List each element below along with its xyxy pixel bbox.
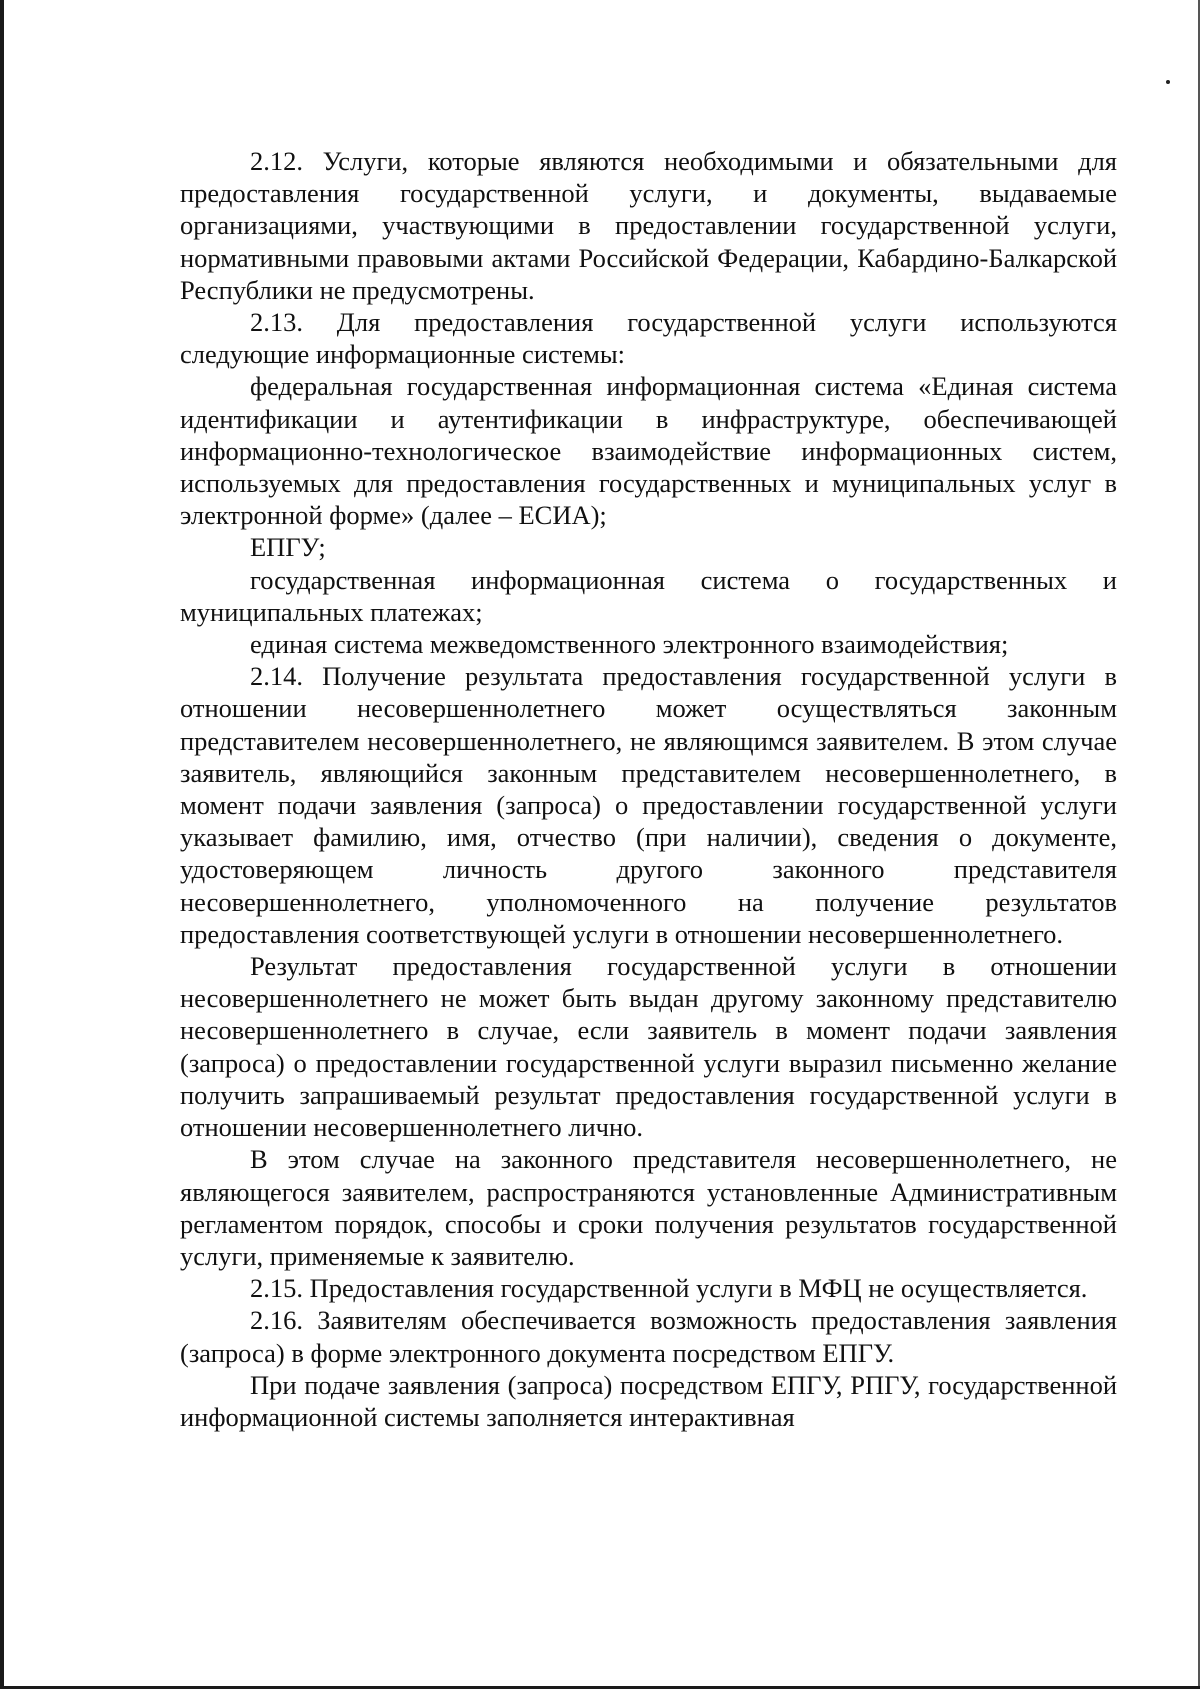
paragraph-2-16-submission: При подаче заявления (запроса) посредством ЕПГУ, РПГУ, государственной информационной системы заполняется интерактивная — [180, 1369, 1117, 1432]
scan-speck — [1166, 80, 1170, 84]
document-body — [180, 145, 1117, 1433]
scan-edge-left — [0, 0, 4, 1689]
paragraph-2-14: 2.14. Получение результата предоставления государственной услуги в отношении несовершеннолетнего может осуществляться законным представителем несовершеннолетнего, не являющимся заявителем. В этом случае заявитель, являющийся законным представителем несовершеннолетнего, в момент подачи заявления (запроса) о предоставлении государственной услуги указывает фамилию, имя, отчество (при наличии), сведения о документе, удостоверяющем личность другого законного представителя несовершеннолетнего, уполномоченного на получение результатов предоставления соответствующей услуги в отношении несовершеннолетнего. — [180, 661, 1117, 949]
paragraph-2-15: 2.15. Предоставления государственной услуги в МФЦ не осуществляется. — [250, 1273, 1088, 1304]
paragraph-2-16: 2.16. Заявителям обеспечивается возможность предоставления заявления (запроса) в форме электронного документа посредством ЕПГУ. — [180, 1305, 1117, 1368]
list-item-epgu: ЕПГУ; — [250, 532, 326, 563]
list-item-smev: единая система межведомственного электронного взаимодействия; — [250, 629, 1009, 660]
paragraph-2-12: 2.12. Услуги, которые являются необходимыми и обязательными для предоставления государственной услуги, и документы, выдаваемые организациями, участвующими в предоставлении государственной услуги, нормативными правовыми актами Российской Федерации, Кабардино-Балкарской Республики не предусмотрены. — [180, 146, 1117, 305]
list-item-esia: федеральная государственная информационная система «Единая система идентификации и аутентификации в инфраструктуре, обеспечивающей информационно-технологическое взаимодействие информационных систем, используемых для предоставления государственных и муниципальных услуг в электронной форме» (далее – ЕСИА); — [180, 371, 1117, 531]
paragraph-2-14-representative: В этом случае на законного представителя несовершеннолетнего, не являющегося заявителем, распространяются установленные Административным регламентом порядок, способы и сроки получения результатов государственной услуги, применяемые к заявителю. — [180, 1144, 1117, 1271]
list-item-gis-gmp: государственная информационная система о государственных и муниципальных платежах; — [180, 564, 1117, 627]
paragraph-2-14-result: Результат предоставления государственной услуги в отношении несовершеннолетнего не может быть выдан другому законному представителю несовершеннолетнего в случае, если заявитель в момент подачи заявления (запроса) о предоставлении государственной услуги выразил письменно желание получить запрашиваемый результат предоставления государственной услуги в отношении несовершеннолетнего лично. — [180, 951, 1117, 1143]
paragraph-2-13: 2.13. Для предоставления государственной услуги используются следующие информационные системы: — [180, 307, 1117, 370]
